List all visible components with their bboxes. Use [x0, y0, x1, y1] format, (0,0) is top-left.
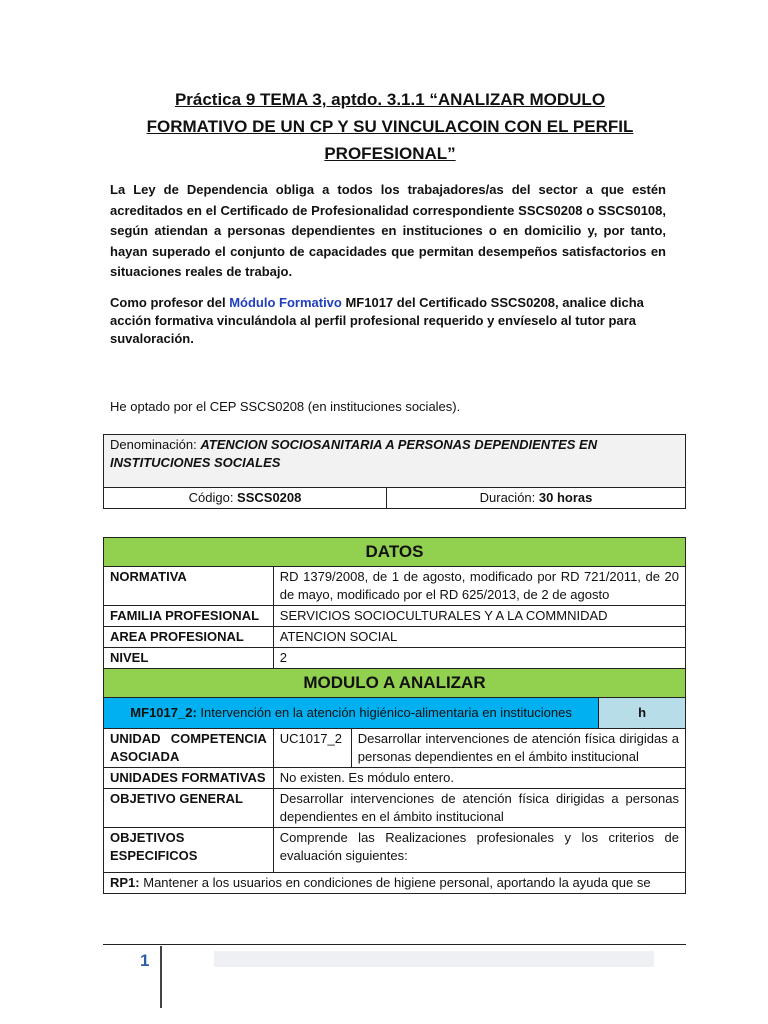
objetivo-general-label: OBJETIVO GENERAL — [104, 789, 274, 828]
footer-bar — [214, 951, 654, 967]
uf-value: No existen. Es módulo entero. — [273, 768, 685, 789]
intro-paragraph: La Ley de Dependencia obliga a todos los trabajadores/as del sector a que estén acreditados en el Certificado de Profesionalidad correspondiente SSCS0208 o SSCS0108, según atiendan a personas dependientes en instituciones o en domicilio y, por tanto, hayan superado el conjunto de capacidades que permitan desempeños satisfactorios en situaciones reales de trabajo. — [110, 182, 666, 279]
footer-divider — [103, 944, 686, 945]
title-line-1: Práctica 9 TEMA 3, aptdo. 3.1.1 “ANALIZAR MODULO — [174, 90, 606, 109]
assignment-paragraph — [110, 294, 666, 348]
module-table — [103, 537, 686, 894]
assignment-text-before: Como profesor del — [110, 295, 230, 310]
objetivos-especificos-label: OBJETIVOS ESPECIFICOS — [104, 828, 274, 873]
title-line-3: PROFESIONAL” — [324, 144, 456, 163]
denominacion-cell — [104, 435, 686, 488]
module-code: MF1017_2: — [130, 705, 197, 720]
rp1-row — [104, 873, 686, 894]
uc-description: Desarrollar intervenciones de atención física dirigidas a personas dependientes en el ámbito institucional — [351, 729, 685, 768]
modulo-header: MODULO A ANALIZAR — [104, 669, 686, 698]
nivel-value: 2 — [273, 648, 685, 669]
module-name: Intervención en la atención higiénico-alimentaria en instituciones — [196, 705, 572, 720]
uc-label: UNIDAD COMPETENCIA ASOCIADA — [104, 729, 274, 768]
rp1-label: RP1: — [110, 875, 140, 890]
area-value: ATENCION SOCIAL — [273, 627, 685, 648]
normativa-value: RD 1379/2008, de 1 de agosto, modificado por RD 721/2011, de 20 de mayo, modificado por el RD 625/2013, de 2 de agosto — [273, 567, 685, 606]
footer-vertical-rule — [160, 946, 162, 1008]
modulo-formativo-link[interactable]: Módulo Formativo — [229, 295, 342, 310]
codigo-label: Código: — [188, 490, 238, 505]
duracion-value: 30 horas — [538, 490, 593, 505]
module-hours: h — [599, 698, 686, 729]
datos-header: DATOS — [104, 538, 686, 567]
codigo-cell — [104, 488, 387, 509]
uc-code: UC1017_2 — [273, 729, 351, 768]
duracion-label: Duración: — [479, 490, 539, 505]
document-title — [110, 86, 670, 167]
denominacion-value: ATENCION SOCIOSANITARIA A PERSONAS DEPENDIENTES EN INSTITUCIONES SOCIALES — [110, 437, 598, 470]
certificate-table — [103, 434, 686, 509]
normativa-label: NORMATIVA — [104, 567, 274, 606]
page-number: 1 — [140, 951, 150, 970]
familia-value: SERVICIOS SOCIOCULTURALES Y A LA COMMNIDAD — [273, 606, 685, 627]
nivel-label: NIVEL — [104, 648, 274, 669]
area-label: AREA PROFESIONAL — [104, 627, 274, 648]
duracion-cell — [387, 488, 686, 509]
uf-label: UNIDADES FORMATIVAS — [104, 768, 274, 789]
objetivos-especificos-value: Comprende las Realizaciones profesionales y los criterios de evaluación siguientes: — [273, 828, 685, 873]
denominacion-label: Denominación: — [110, 437, 201, 452]
assignment-text-after: MF1017 del Certificado SSCS0208, analice dicha acción formativa vinculándola al perfil profesional requerido y envíeselo al tutor para suvaloración. — [110, 295, 644, 346]
title-line-2: FORMATIVO DE UN CP Y SU VINCULACOIN CON EL PERFIL — [146, 117, 634, 136]
module-title-cell — [104, 698, 599, 729]
chosen-cep-text: He optado por el CEP SSCS0208 (en instituciones sociales). — [110, 399, 461, 414]
codigo-value: SSCS0208 — [237, 490, 302, 505]
objetivo-general-value: Desarrollar intervenciones de atención física dirigidas a personas dependientes en el ámbito institucional — [273, 789, 685, 828]
familia-label: FAMILIA PROFESIONAL — [104, 606, 274, 627]
rp1-text: Mantener a los usuarios en condiciones de higiene personal, aportando la ayuda que se — [139, 875, 651, 890]
